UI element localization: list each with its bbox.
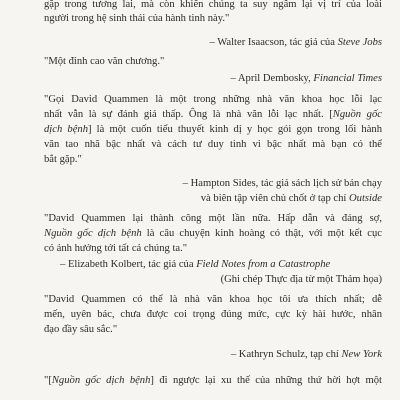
quote-schulz-line-2: mến, uyên bác, chưa được coi trọng đúng mức, cực kỳ hài hước, nhân (44, 309, 382, 320)
quote-kolbert-line-3: có ảnh hưởng tới tất cả chúng ta." (44, 243, 188, 254)
attribution-kolbert-line-2: (Ghi chép Thực địa từ một Thảm họa) (220, 274, 382, 285)
quote-dembosky: "Một đỉnh cao văn chương." (44, 56, 165, 67)
attribution-schulz: – Kathryn Schulz, tạp chí New York (230, 349, 382, 360)
quote-next-line-1: "[Nguồn gốc dịch bệnh] đi ngược lại xu thế của những thứ hời hợt một (44, 375, 382, 386)
quote-sides-line-4: văn tao nhã bậc nhất và cách tư duy tinh vi bậc nhất mà bạn có thể (44, 139, 382, 150)
quote-sides-line-1: "Gọi David Quammen là một trong những nhà văn khoa học lỗi lạc (44, 94, 382, 105)
quote-schulz-line-3: đạo đầy sâu sắc." (44, 324, 118, 335)
quote-sides-line-3: dịch bệnh] là một cuốn tiểu thuyết kinh dị y học gói gọn trong lối hành (44, 124, 383, 135)
attribution-dembosky: – April Dembosky, Financial Times (230, 73, 382, 84)
attribution-sides-line-2: và biên tập viên chủ chốt ở tạp chí Outside (200, 193, 382, 204)
quote-kolbert-line-1: "David Quammen lại thành công một lần nữa. Hấp dẫn và đáng sợ, (44, 213, 382, 224)
attribution-kolbert-line-1: – Elizabeth Kolbert, tác giả của Field Notes from a Catastrophe (60, 259, 331, 270)
quote-kolbert-line-2: Nguồn gốc dịch bệnh là câu chuyện kinh hoàng có thật, với một kết cục (44, 228, 383, 239)
attribution-isaacson: – Walter Isaacson, tác giả của Steve Jobs (209, 37, 382, 48)
quote-schulz-line-1: "David Quammen có thể là nhà văn khoa học tôi ưa thích nhất; dễ (44, 294, 382, 305)
quote-isaacson-line-1: gặp trong tương lai, mà còn khiến chúng ta suy ngẫm lại vị trí của loài (44, 0, 382, 10)
quote-isaacson-line-2: người trong hệ sinh thái của hành tinh này." (44, 13, 230, 24)
quote-sides-line-5: bắt gặp." (44, 154, 82, 165)
attribution-sides-line-1: – Hampton Sides, tác giả sách lịch sử bán chạy (182, 178, 382, 189)
quote-sides-line-2: nhất vẫn là sự đánh giá thấp. Ông là nhà văn lỗi lạc nhất. [Nguồn gốc (44, 109, 382, 120)
